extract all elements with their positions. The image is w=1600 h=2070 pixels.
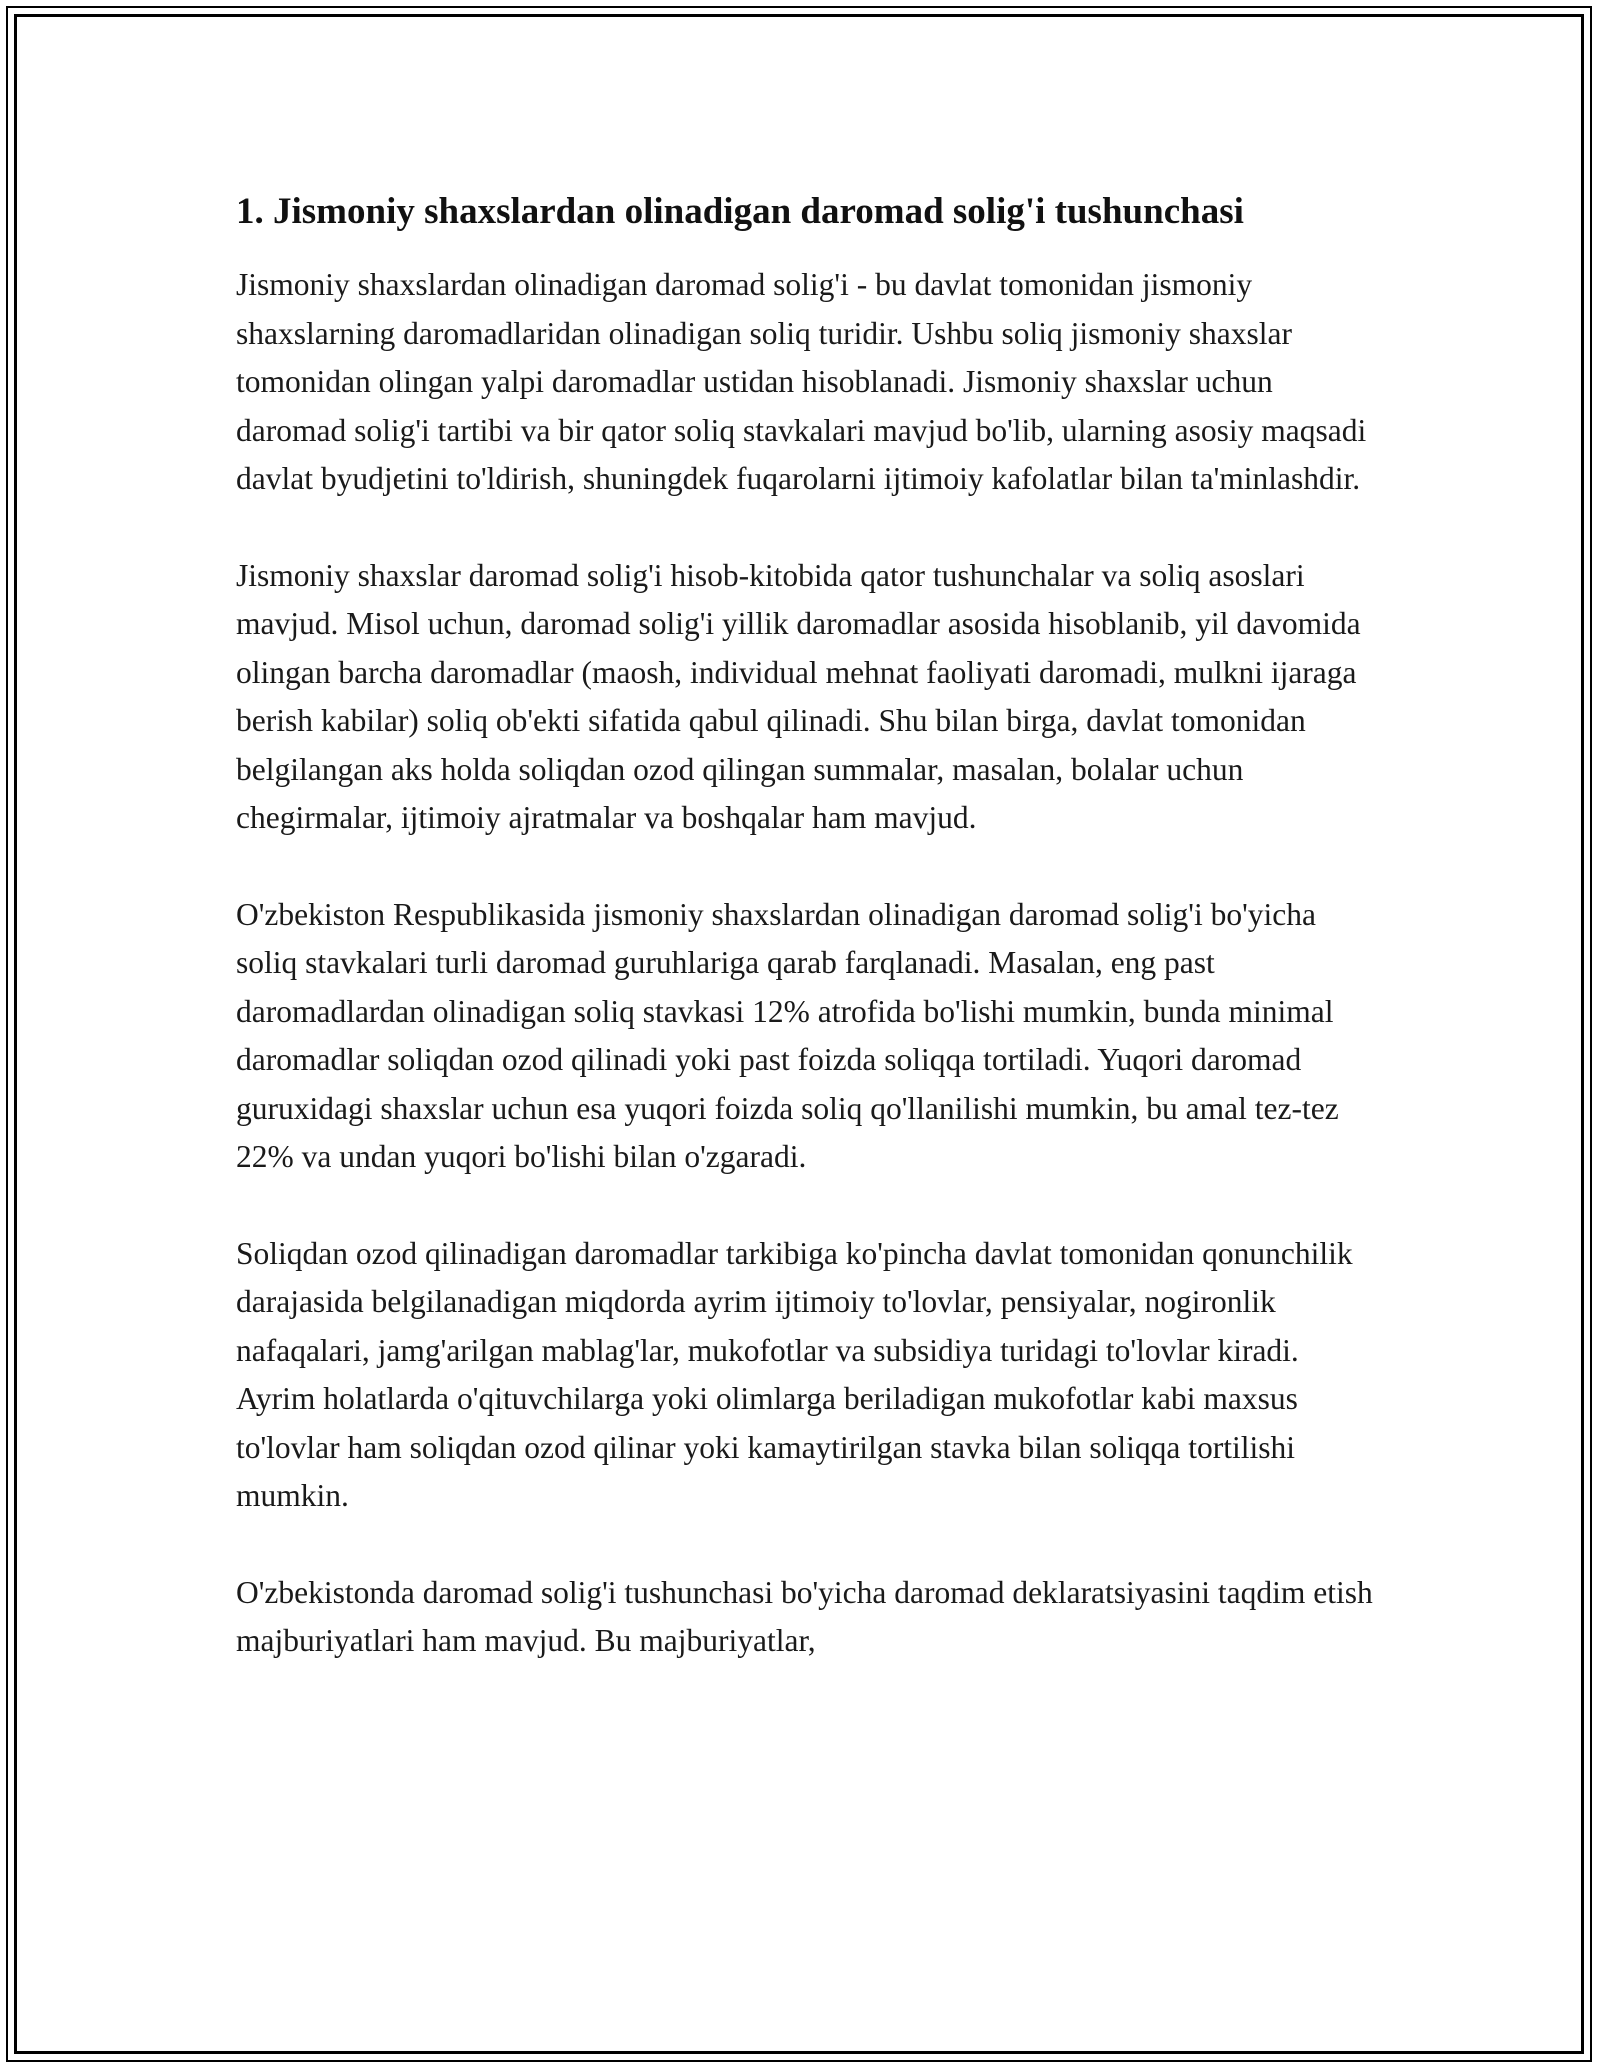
paragraph-1: Jismoniy shaxslardan olinadigan daromad solig'i - bu davlat tomonidan jismoniy shaxslarning daromadlaridan olinadigan soliq turidir. Ushbu soliq jismoniy shaxslar tomonidan olingan yalpi daromadlar ustidan hisoblanadi. Jismoniy shaxslar uchun daromad solig'i tartibi va bir qator soliq stavkalari mavjud bo'lib, ularning asosiy maqsadi davlat byudjetini to'ldirish, shuningdek fuqarolarni ijtimoiy kafolatlar bilan ta'minlashdir. <box>236 267 1367 496</box>
document-body <box>236 185 1376 1714</box>
paragraph-3: O'zbekiston Respublikasida jismoniy shaxslardan olinadigan daromad solig'i bo'yicha soliq stavkalari turli daromad guruhlariga qarab farqlanadi. Masalan, eng past daromadlardan olinadigan soliq stavkasi 12% atrofida bo'lishi mumkin, bunda minimal daromadlar soliqdan ozod qilinadi yoki past foizda soliqqa tortiladi. Yuqori daromad guruxidagi shaxslar uchun esa yuqori foizda soliq qo'llanilishi mumkin, bu amal tez-tez 22% va undan yuqori bo'lishi bilan o'zgaradi. <box>236 896 1339 1174</box>
paragraph-4: Soliqdan ozod qilinadigan daromadlar tarkibiga ko'pincha davlat tomonidan qonunchilik darajasida belgilanadigan miqdorda ayrim ijtimoiy to'lovlar, pensiyalar, nogironlik nafaqalari, jamg'arilgan mablag'lar, mukofotlar va subsidiya turidagi to'lovlar kiradi. Ayrim holatlarda o'qituvchilarga yoki olimlarga beriladigan mukofotlar kabi maxsus to'lovlar ham soliqdan ozod qilinar yoki kamaytirilgan stavka bilan soliqqa tortilishi mumkin. <box>236 1235 1353 1513</box>
paragraph-5: O'zbekistonda daromad solig'i tushunchasi bo'yicha daromad deklaratsiyasini taqdim etish majburiyatlari ham mavjud. Bu majburiyatlar, <box>236 1574 1373 1658</box>
section-heading: 1. Jismoniy shaxslardan olinadigan daromad solig'i tushunchasi <box>236 191 1244 232</box>
paragraph-2: Jismoniy shaxslar daromad solig'i hisob-kitobida qator tushunchalar va soliq asoslari mavjud. Misol uchun, daromad solig'i yillik daromadlar asosida hisoblanib, yil davomida olingan barcha daromadlar (maosh, individual mehnat faoliyati daromadi, mulkni ijaraga berish kabilar) soliq ob'ekti sifatida qabul qilinadi. Shu bilan birga, davlat tomonidan belgilangan aks holda soliqdan ozod qilingan summalar, masalan, bolalar uchun chegirmalar, ijtimoiy ajratmalar va boshqalar ham mavjud. <box>236 557 1361 835</box>
